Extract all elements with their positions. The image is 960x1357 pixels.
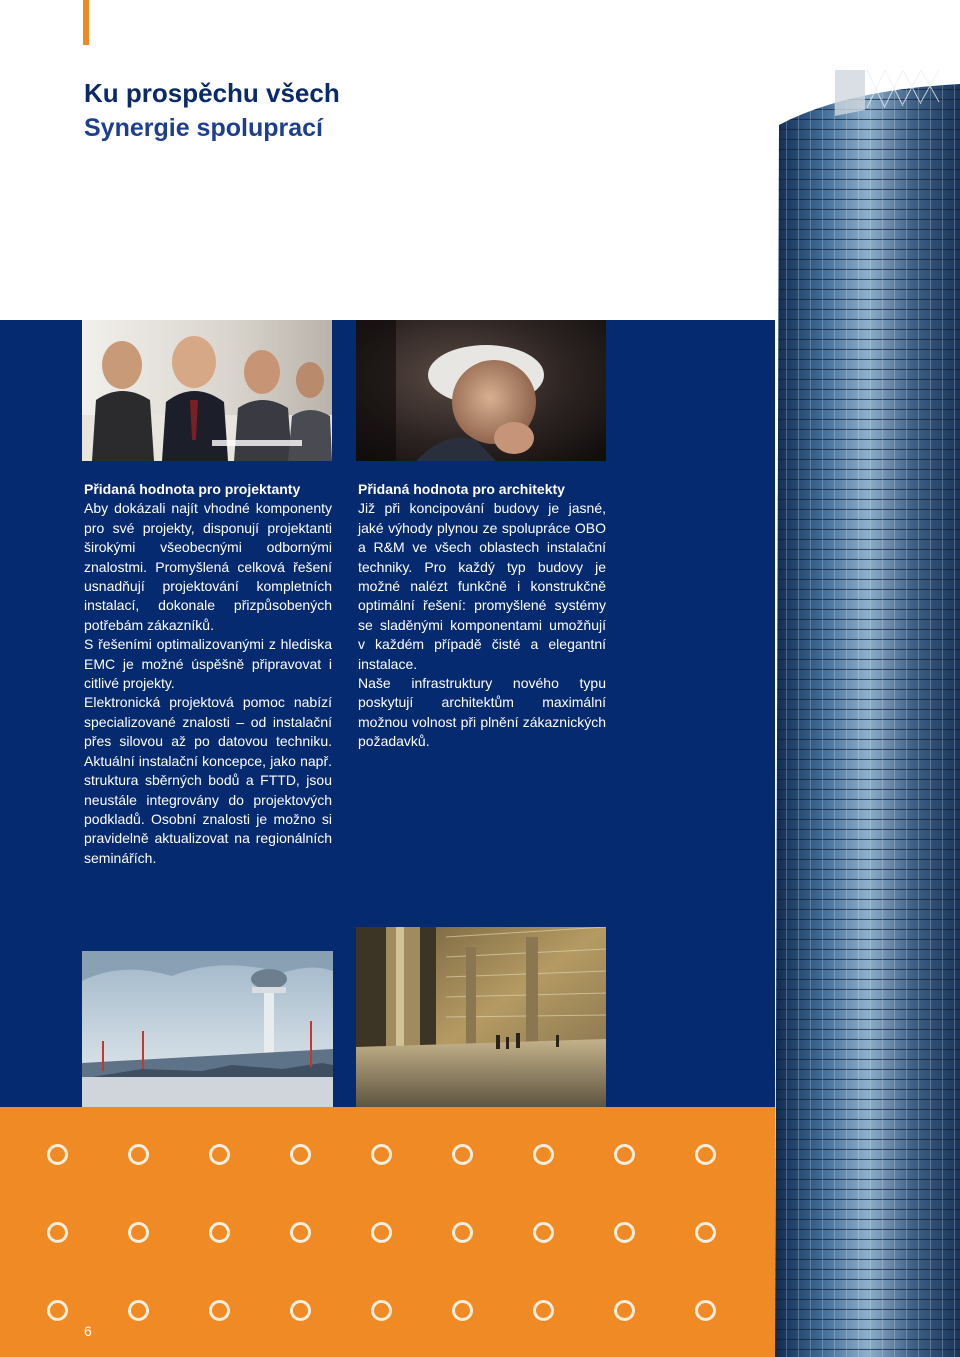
- paragraph-projektanti-2: S řešeními optimalizovanými z hlediska EMC je možné úspěšně připravovat i citlivé projekty.: [84, 636, 332, 692]
- pattern-circle: [47, 1222, 68, 1243]
- pattern-circle: [695, 1300, 716, 1321]
- meeting-photo: [82, 320, 332, 461]
- pattern-circle: [47, 1144, 68, 1165]
- pattern-circle: [452, 1144, 473, 1165]
- orange-pattern-panel: [0, 1107, 878, 1357]
- pattern-circle: [209, 1222, 230, 1243]
- column-architekti: [358, 480, 606, 752]
- paragraph-projektanti-3: Elektronická projektová pomoc nabízí specializované znalosti – od instalační přes silovou až po datovou techniku. Aktuální instalační koncepce, jako např. struktura sběrných bodů a FTTD, jsou neustále integrovány do projektových podkladů. Osobní znalosti je možno si pravidelně aktualizovat na regionálních seminářích.: [84, 694, 332, 866]
- pattern-circle: [371, 1222, 392, 1243]
- pattern-circle: [533, 1222, 554, 1243]
- pattern-circle: [209, 1300, 230, 1321]
- heading-projektanti: Přidaná hodnota pro projektanty: [84, 481, 301, 497]
- pattern-circle: [47, 1300, 68, 1321]
- pattern-circle: [290, 1144, 311, 1165]
- pattern-circle: [533, 1300, 554, 1321]
- pattern-circle: [614, 1300, 635, 1321]
- column-projektanti: [84, 480, 332, 868]
- pattern-circle: [695, 1144, 716, 1165]
- thinking-man-photo: [356, 320, 606, 461]
- pattern-circle: [452, 1222, 473, 1243]
- page-title: Ku prospěchu všech: [84, 78, 340, 108]
- page-number: 6: [84, 1323, 92, 1339]
- glass-tower-photo: [775, 70, 960, 1357]
- pattern-circle: [371, 1144, 392, 1165]
- pattern-circle: [614, 1222, 635, 1243]
- pattern-circle: [695, 1222, 716, 1243]
- paragraph-architekti-2: Naše infrastruktury nového typu poskytují architektům maximální možnou volnost při plnění zákaznických požadavků.: [358, 675, 606, 750]
- pattern-circle: [533, 1144, 554, 1165]
- paragraph-architekti-1: Již při koncipování budovy je jasné, jaké výhody plynou ze spolupráce OBO a R&M ve všech oblastech instalační techniky. Pro každý typ budovy je možné nalézt funkčně i konstrukčně optimální řešení: promyšlené systémy se sladěnými komponentami umožňují v každém případě čisté a elegantní instalace.: [358, 500, 606, 672]
- pattern-circle: [371, 1300, 392, 1321]
- airport-tower-photo: [82, 951, 333, 1107]
- accent-bar: [83, 0, 89, 45]
- page-subtitle: Synergie spoluprací: [84, 114, 323, 142]
- pattern-circle: [128, 1222, 149, 1243]
- pattern-circle: [614, 1144, 635, 1165]
- pattern-circle: [209, 1144, 230, 1165]
- heading-architekti: Přidaná hodnota pro architekty: [358, 481, 565, 497]
- pattern-circle: [128, 1300, 149, 1321]
- pattern-circle: [128, 1144, 149, 1165]
- pattern-circle: [290, 1300, 311, 1321]
- pattern-circle: [452, 1300, 473, 1321]
- pattern-circle: [290, 1222, 311, 1243]
- terminal-interior-photo: [356, 927, 606, 1107]
- paragraph-projektanti-1: Aby dokázali najít vhodné komponenty pro své projekty, disponují projektanti širokými všeobecnými odbornými znalostmi. Promyšlená celková řešení usnadňují projektování kompletních instalací, dokonale přizpůsobených potřebám zákazníků.: [84, 500, 332, 633]
